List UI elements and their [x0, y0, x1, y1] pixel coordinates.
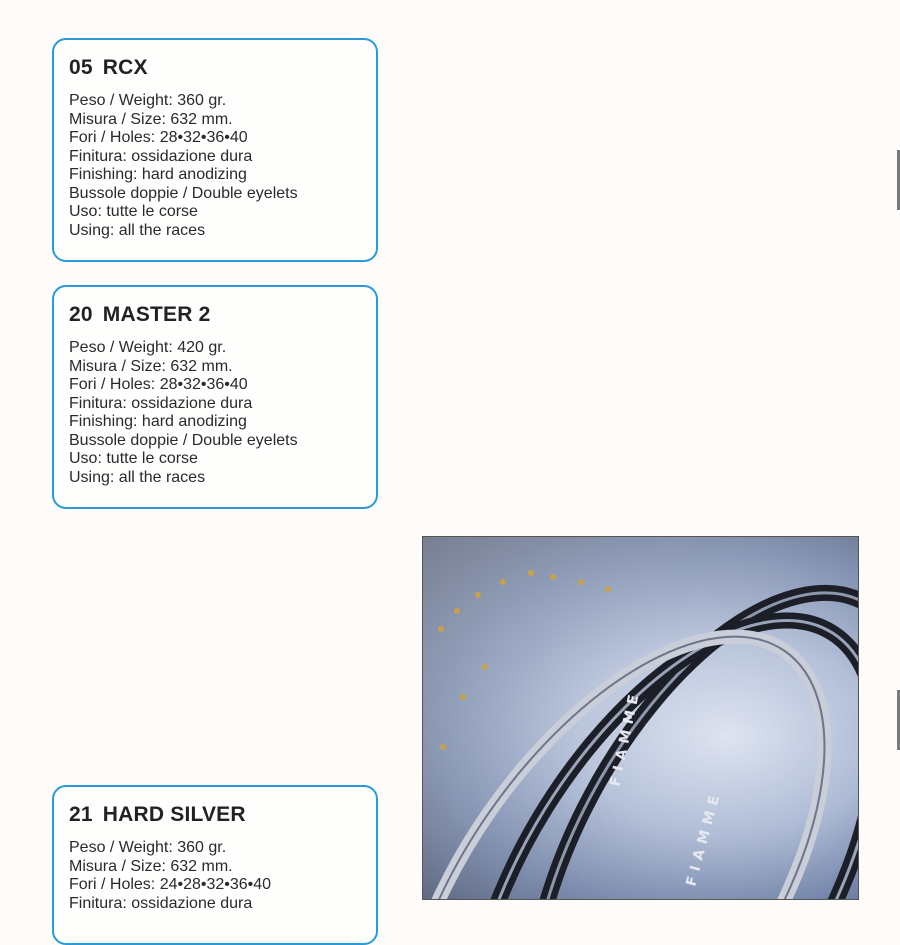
spec-weight: Peso / Weight: 360 gr. — [69, 839, 227, 856]
rim-brand-text-2: FIAMME — [683, 788, 725, 889]
product-card-rcx — [52, 38, 378, 262]
spec-holes: Fori / Holes: 24•28•32•36•40 — [69, 876, 272, 893]
product-code: 21 — [69, 803, 93, 826]
spec-finish-it: Finitura: ossidazione dura — [69, 394, 253, 412]
spec-holes: Fori / Holes: 28•32•36•40 — [69, 129, 248, 146]
spec-use-it: Uso: tutte le corse — [69, 203, 198, 220]
spec-finish-it: Finitura: ossidazione dura — [69, 147, 253, 165]
rims-illustration — [423, 537, 859, 900]
product-card-master-2 — [52, 285, 378, 509]
product-title — [69, 303, 362, 327]
product-name: MASTER 2 — [102, 303, 211, 326]
rims-photo — [422, 536, 859, 900]
spec-eyelets: Bussole doppie / Double eyelets — [69, 184, 298, 202]
product-card-hard-silver — [52, 785, 378, 945]
product-code: 20 — [69, 303, 93, 326]
product-title — [69, 56, 362, 80]
product-name: RCX — [102, 56, 148, 79]
spec-weight: Peso / Weight: 360 gr. — [69, 92, 227, 109]
spec-size: Misura / Size: 632 mm. — [69, 857, 233, 875]
spec-finish-it: Finitura: ossidazione dura — [69, 894, 253, 912]
spec-holes: Fori / Holes: 28•32•36•40 — [69, 376, 248, 393]
spec-finish-en: Finishing: hard anodizing — [69, 413, 247, 430]
product-title — [69, 803, 362, 827]
spec-use-en: Using: all the races — [69, 221, 206, 239]
spec-size: Misura / Size: 632 mm. — [69, 110, 233, 128]
spec-weight: Peso / Weight: 420 gr. — [69, 339, 227, 356]
spec-eyelets: Bussole doppie / Double eyelets — [69, 431, 298, 449]
product-code: 05 — [69, 56, 93, 79]
rim-brand-text-1: FIAMME — [607, 687, 644, 788]
spec-use-en: Using: all the races — [69, 468, 206, 486]
spec-size: Misura / Size: 632 mm. — [69, 357, 233, 375]
spec-finish-en: Finishing: hard anodizing — [69, 166, 247, 183]
product-name: HARD SILVER — [102, 803, 246, 826]
spec-use-it: Uso: tutte le corse — [69, 450, 198, 467]
